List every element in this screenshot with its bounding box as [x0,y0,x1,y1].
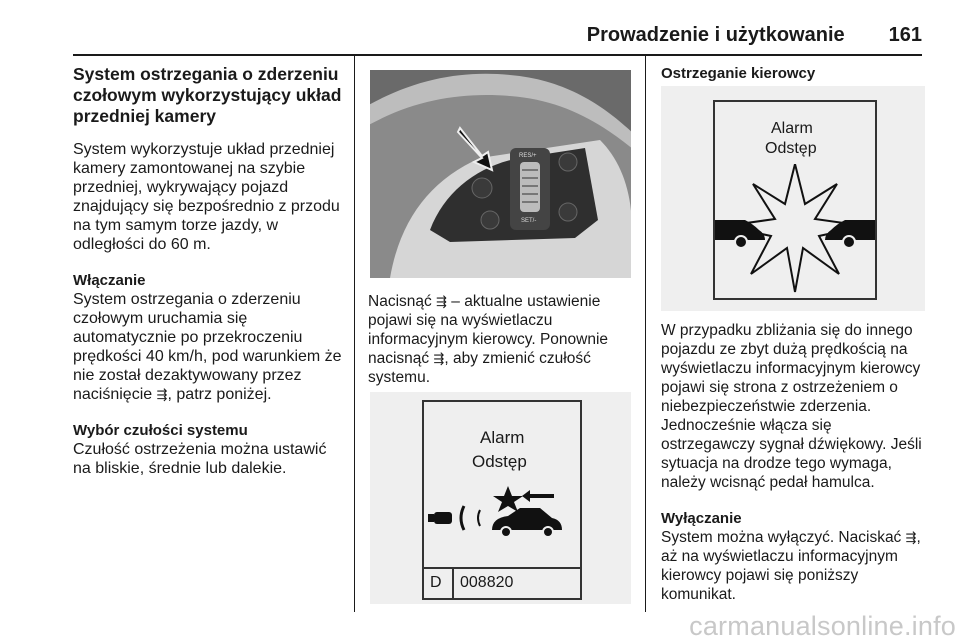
driver-display-figure [370,392,631,604]
press-text-b: – aktualne ustawienie pojawi się na wyświetlaczu informacyjnym kierowcy. Ponownie nacisnąć [368,293,609,367]
page-number: 161 [888,24,922,46]
press-text-c: , aby zmienić czułość systemu. [368,350,591,386]
following-distance-icon: ⇶ [156,387,168,402]
display-screen [422,400,582,600]
wheel-button-set: SET/- [521,218,537,224]
collision-alarm-figure [661,86,925,311]
display-alarm-label: Alarm [480,428,525,447]
press-text-a: Nacisnąć [368,293,432,310]
disable-paragraph [661,528,925,604]
disable-heading: Wyłączanie [661,510,742,527]
display-distance-label: Odstęp [472,452,527,471]
display-gear: D [430,574,442,591]
display-cell-divider [452,569,454,598]
following-distance-icon [428,484,578,544]
column-middle [368,292,630,404]
steering-wheel-illustration [370,70,631,278]
column-left [73,64,345,495]
collision-star-icon [715,164,875,294]
chapter-title: Prowadzenie i użytkowanie [586,24,845,46]
column-divider-1 [354,56,355,612]
sensitivity-paragraph: Czułość ostrzeżenia można ustawić na bliskie, średnie lub dalekie. [73,441,327,477]
alarm-distance-label: Odstęp [765,140,817,157]
warning-paragraph: W przypadku zbliżania się do innego pojazdu ze zbyt dużą prędkością na wyświetlaczu informacyjnym kierowcy pojawi się strona z ostrzeżeniem o niebezpieczeństwie zderzenia. Jednocześnie włącza się ostrzegawczy sygnał dźwiękowy. Jeśli sytuacja na drodze tego wymaga, należy wcisnąć pedał hamulca. [661,322,922,491]
enable-text: System ostrzegania o zderzeniu czołowym uruchamia się automatycznie po przekroczeniu prędkości 40 km/h, pod warunkiem że nie został dezaktywowany przez naciśnięcie [73,291,342,403]
watermark: carmanualsonline.info [689,611,956,641]
column-right [661,64,925,83]
following-distance-icon: ⇶ [433,351,445,366]
sensitivity-heading: Wybór czułości systemu [73,422,248,439]
disable-text-a: System można wyłączyć. Naciskać [661,529,902,546]
alarm-screen [713,100,877,300]
intro-paragraph: System wykorzystuje układ przedniej kamery zamontowanej na szybie przedniej, wykrywający pojazd znajdujący się bezpośrednio z przodu na tym samym torze jazdy, w odległości do 60 m. [73,141,340,253]
wheel-button-res: RES/+ [519,153,537,159]
header-rule [73,54,922,56]
enable-heading: Włączanie [73,272,146,289]
alarm-label: Alarm [771,120,813,137]
enable-paragraph [73,290,345,404]
display-odometer: 008820 [460,574,514,591]
driver-warning-heading: Ostrzeganie kierowcy [661,65,816,82]
following-distance-icon: ⇶ [905,530,917,545]
press-paragraph [368,292,630,387]
disable-text-b: , aż na wyświetlaczu informacyjnym kierowcy pojawi się poniższy komunikat. [661,529,921,603]
page-header [73,24,922,54]
column-divider-2 [645,56,646,612]
following-distance-icon: ⇶ [436,294,447,309]
section-title: System ostrzegania o zderzeniu czołowym wykorzystujący układ przedniej kamery [73,64,342,126]
enable-tail: , patrz poniżej. [167,386,272,403]
steering-wheel-figure [370,70,631,278]
column-right-text [661,321,925,621]
display-divider [424,567,580,569]
